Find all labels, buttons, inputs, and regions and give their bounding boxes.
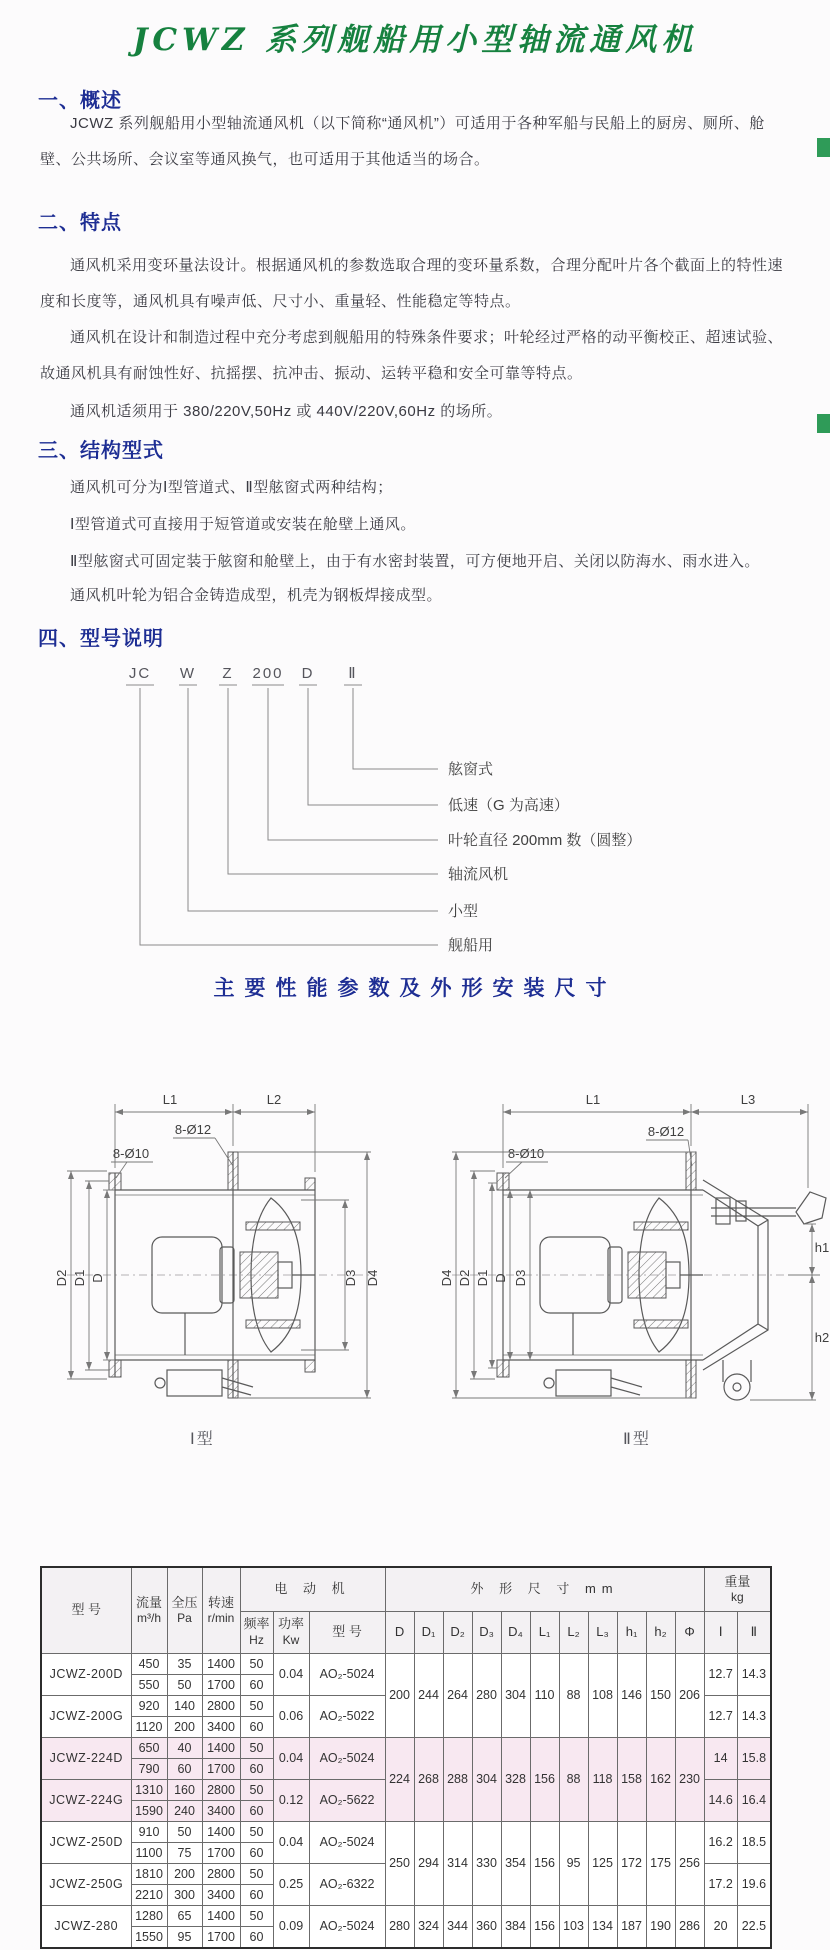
table-cell: 50 <box>240 1779 273 1800</box>
dim-label-d3: D3 <box>343 1269 358 1287</box>
table-cell: 190 <box>646 1905 675 1948</box>
structure-paragraph-1: 通风机可分为Ⅰ型管道式、Ⅱ型舷窗式两种结构； <box>70 479 393 496</box>
table-cell: 1700 <box>202 1926 240 1948</box>
table-cell: 1400 <box>202 1905 240 1926</box>
table-cell: 50 <box>240 1737 273 1758</box>
table-cell: 304 <box>501 1653 530 1737</box>
table-cell: JCWZ-250D <box>41 1821 131 1863</box>
dimension-lines <box>439 1092 829 1400</box>
dim-label-l2: L2 <box>266 1092 282 1107</box>
table-cell: 286 <box>675 1905 704 1948</box>
table-cell: 2800 <box>202 1863 240 1884</box>
table-cell: 108 <box>588 1653 617 1737</box>
col-header-dim: L₂ <box>559 1611 588 1653</box>
code-w: W <box>179 665 197 682</box>
dim-label-holes-mid: 8-Ø12 <box>647 1124 685 1139</box>
table-cell: 0.04 <box>273 1737 309 1779</box>
header-unit: Pa <box>177 1610 192 1625</box>
table-cell: JCWZ-224D <box>41 1737 131 1779</box>
section-heading-overview: 一、概述 <box>38 90 122 112</box>
header-unit: Kw <box>282 1632 300 1647</box>
table-cell: 118 <box>588 1737 617 1821</box>
table-cell: 1700 <box>202 1758 240 1779</box>
col-group-weight <box>704 1567 771 1611</box>
page-title: JCWZ 系列舰船用小型轴流通风机 <box>132 22 698 58</box>
table-cell: 22.5 <box>737 1905 771 1948</box>
table-cell: 110 <box>530 1653 559 1737</box>
header-unit: kg <box>731 1589 744 1604</box>
dim-label-d: D <box>90 1273 105 1283</box>
table-cell: 0.25 <box>273 1863 309 1905</box>
table-cell: 450 <box>131 1653 167 1674</box>
dim-label-holes-left: 8-Ø10 <box>112 1146 150 1161</box>
table-cell: 60 <box>167 1758 202 1779</box>
table-cell: 60 <box>240 1674 273 1695</box>
table-cell: 1310 <box>131 1779 167 1800</box>
table-cell: 1700 <box>202 1842 240 1863</box>
table-cell: 12.7 <box>704 1695 737 1737</box>
table-cell: 2210 <box>131 1884 167 1905</box>
table-cell: 1810 <box>131 1863 167 1884</box>
label-window-type: 舷窗式 <box>448 761 494 778</box>
motor <box>152 1237 234 1355</box>
dim-label-d2: D2 <box>457 1269 472 1287</box>
dim-label-d: D <box>493 1273 508 1283</box>
table-cell: 134 <box>588 1905 617 1948</box>
overview-paragraph: JCWZ 系列舰船用小型轴流通风机（以下简称“通风机”）可适用于各种军船与民船上的厨房、厕所、舱壁、公共场所、会议室等通风换气，也可适用于其他适当的场合。 <box>40 115 765 168</box>
col-group-dimensions: 外 形 尺 寸 mm <box>385 1567 704 1611</box>
col-header-dim: D₂ <box>443 1611 472 1653</box>
code-200: 200 <box>252 665 284 682</box>
table-cell: 1400 <box>202 1821 240 1842</box>
table-cell: 160 <box>167 1779 202 1800</box>
clamp-handle <box>711 1192 826 1224</box>
table-cell: 314 <box>443 1821 472 1905</box>
table-cell: 150 <box>646 1653 675 1737</box>
table-cell: 1120 <box>131 1716 167 1737</box>
label-marine-use: 舰船用 <box>448 937 494 954</box>
dim-label-d2: D2 <box>54 1269 69 1287</box>
dim-label-l3: L3 <box>740 1092 756 1107</box>
code-ii: Ⅱ <box>348 665 358 682</box>
header-text: 全压 <box>171 1594 198 1610</box>
table-cell: 244 <box>414 1653 443 1737</box>
spec-table <box>40 1566 772 1949</box>
table-cell: 1700 <box>202 1674 240 1695</box>
col-header-weight-1: Ⅰ <box>704 1611 737 1653</box>
table-cell: 50 <box>240 1821 273 1842</box>
table-cell: 288 <box>443 1737 472 1821</box>
table-cell: 264 <box>443 1653 472 1737</box>
table-cell: 50 <box>167 1674 202 1695</box>
table-cell: JCWZ-224G <box>41 1779 131 1821</box>
table-cell: AO₂-5024 <box>309 1653 385 1695</box>
table-cell: AO₂-5024 <box>309 1737 385 1779</box>
table-cell: 344 <box>443 1905 472 1948</box>
table-cell: 88 <box>559 1737 588 1821</box>
table-cell: 3400 <box>202 1800 240 1821</box>
header-text: 型 号 <box>71 1602 102 1618</box>
table-cell: 0.09 <box>273 1905 309 1948</box>
spec-table-body <box>41 1653 771 1948</box>
table-cell: 12.7 <box>704 1653 737 1695</box>
features-paragraph-3: 通风机适须用于 380/220V,50Hz 或 440V/220V,60Hz 的场所。 <box>70 403 503 420</box>
dim-label-h2: h2 <box>814 1330 830 1345</box>
dim-label-d1: D1 <box>475 1269 490 1287</box>
table-cell: 156 <box>530 1905 559 1948</box>
table-cell: 60 <box>240 1716 273 1737</box>
table-cell: 162 <box>646 1737 675 1821</box>
table-cell: 14 <box>704 1737 737 1779</box>
table-cell: 200 <box>385 1653 414 1737</box>
section-heading-features: 二、特点 <box>38 212 122 234</box>
code-jc: JC <box>128 665 152 682</box>
table-cell: 0.06 <box>273 1695 309 1737</box>
model-code-letters <box>126 665 362 685</box>
dimension-lines <box>54 1092 380 1398</box>
table-cell: 17.2 <box>704 1863 737 1905</box>
table-cell: 156 <box>530 1821 559 1905</box>
table-cell: 18.5 <box>737 1821 771 1863</box>
roller <box>723 1360 751 1400</box>
label-impeller-dia: 叶轮直径 200mm 数（圆整） <box>448 832 642 849</box>
table-cell: 300 <box>167 1884 202 1905</box>
code-z: Z <box>222 665 234 682</box>
fan-drawing-type1 <box>15 1040 415 1450</box>
table-cell: 354 <box>501 1821 530 1905</box>
table-cell: 0.04 <box>273 1653 309 1695</box>
table-cell: 14.3 <box>737 1695 771 1737</box>
drawing-caption-type1: Ⅰ型 <box>190 1431 215 1448</box>
col-header-dim: D₃ <box>472 1611 501 1653</box>
table-cell: 35 <box>167 1653 202 1674</box>
model-code-leader-lines <box>140 688 438 945</box>
table-cell: 50 <box>240 1695 273 1716</box>
dim-label-holes-mid: 8-Ø12 <box>174 1122 212 1137</box>
impeller <box>240 1198 315 1352</box>
col-group-motor: 电 动 机 <box>240 1567 385 1611</box>
table-cell: 330 <box>472 1821 501 1905</box>
table-cell: 250 <box>385 1821 414 1905</box>
table-cell: 304 <box>472 1737 501 1821</box>
table-row <box>41 1821 771 1842</box>
table-cell: 60 <box>240 1926 273 1948</box>
code-d: D <box>301 665 315 682</box>
section-heading-model-code: 四、型号说明 <box>38 628 164 650</box>
table-cell: 20 <box>704 1905 737 1948</box>
scan-mark <box>817 414 830 433</box>
structure-paragraph-4: 通风机叶轮为铝合金铸造成型，机壳为钢板焊接成型。 <box>70 587 443 604</box>
dim-label-d3: D3 <box>513 1269 528 1287</box>
table-cell: 103 <box>559 1905 588 1948</box>
table-cell: 256 <box>675 1821 704 1905</box>
dim-label-h1: h1 <box>814 1240 830 1255</box>
label-axial-fan: 轴流风机 <box>448 866 509 883</box>
table-cell: 1400 <box>202 1737 240 1758</box>
table-cell: 1550 <box>131 1926 167 1948</box>
terminal-box <box>544 1370 642 1396</box>
dim-label-d4: D4 <box>365 1269 380 1287</box>
table-row <box>41 1905 771 1926</box>
table-cell: 50 <box>240 1905 273 1926</box>
table-cell: 40 <box>167 1737 202 1758</box>
table-cell: 146 <box>617 1653 646 1737</box>
table-cell: 16.2 <box>704 1821 737 1863</box>
table-cell: 324 <box>414 1905 443 1948</box>
table-cell: 16.4 <box>737 1779 771 1821</box>
table-row <box>41 1737 771 1758</box>
impeller <box>628 1198 703 1352</box>
table-cell: 224 <box>385 1737 414 1821</box>
table-cell: 140 <box>167 1695 202 1716</box>
table-cell: 60 <box>240 1884 273 1905</box>
table-cell: 50 <box>167 1821 202 1842</box>
table-cell: 328 <box>501 1737 530 1821</box>
col-header-pressure <box>167 1567 202 1653</box>
table-cell: 187 <box>617 1905 646 1948</box>
dim-label-holes-left: 8-Ø10 <box>507 1146 545 1161</box>
table-cell: 384 <box>501 1905 530 1948</box>
col-header-power <box>273 1611 309 1653</box>
structure-paragraph-2: Ⅰ型管道式可直接用于短管道或安装在舱壁上通风。 <box>70 516 416 533</box>
table-cell: JCWZ-200D <box>41 1653 131 1695</box>
table-cell: 1400 <box>202 1653 240 1674</box>
table-cell: 200 <box>167 1863 202 1884</box>
col-header-dim: D₁ <box>414 1611 443 1653</box>
table-cell: 15.8 <box>737 1737 771 1779</box>
col-header-model <box>41 1567 131 1653</box>
drawing-caption-type2: Ⅱ型 <box>623 1431 651 1448</box>
table-cell: 3400 <box>202 1884 240 1905</box>
table-cell: AO₂-5022 <box>309 1695 385 1737</box>
header-text: 功率 <box>277 1616 304 1632</box>
table-cell: 790 <box>131 1758 167 1779</box>
col-header-flow <box>131 1567 167 1653</box>
table-cell: 0.12 <box>273 1779 309 1821</box>
model-code-diagram <box>0 652 830 972</box>
table-cell: 240 <box>167 1800 202 1821</box>
table-cell: JCWZ-280 <box>41 1905 131 1948</box>
table-cell: 60 <box>240 1758 273 1779</box>
table-cell: AO₂-5622 <box>309 1779 385 1821</box>
section-heading-structure: 三、结构型式 <box>38 440 164 462</box>
table-cell: 95 <box>559 1821 588 1905</box>
header-unit: Hz <box>249 1632 264 1647</box>
header-unit: r/min <box>207 1610 235 1625</box>
motor <box>540 1237 622 1355</box>
table-cell: 206 <box>675 1653 704 1737</box>
scan-mark <box>817 138 830 157</box>
label-small-size: 小型 <box>448 903 479 920</box>
col-header-dim: h₂ <box>646 1611 675 1653</box>
table-cell: 50 <box>240 1653 273 1674</box>
table-cell: 172 <box>617 1821 646 1905</box>
model-code-labels <box>448 760 641 954</box>
table-cell: AO₂-6322 <box>309 1863 385 1905</box>
table-cell: 3400 <box>202 1716 240 1737</box>
header-text: 重量 <box>724 1573 751 1589</box>
table-cell: 280 <box>472 1653 501 1737</box>
table-cell: 50 <box>240 1863 273 1884</box>
spec-table-header <box>41 1567 771 1653</box>
label-low-speed: 低速（G 为高速） <box>448 797 569 814</box>
table-cell: 360 <box>472 1905 501 1948</box>
col-header-dim: L₁ <box>530 1611 559 1653</box>
table-cell: 1280 <box>131 1905 167 1926</box>
table-cell: 60 <box>240 1842 273 1863</box>
table-cell: 230 <box>675 1737 704 1821</box>
col-header-motor-model: 型 号 <box>309 1611 385 1653</box>
table-cell: 75 <box>167 1842 202 1863</box>
col-header-dim: D₄ <box>501 1611 530 1653</box>
table-cell: 910 <box>131 1821 167 1842</box>
col-header-speed <box>202 1567 240 1653</box>
col-header-dim: D <box>385 1611 414 1653</box>
performance-heading: 主要性能参数及外形安装尺寸 <box>213 977 617 1000</box>
header-text: 转速 <box>207 1594 234 1610</box>
table-cell: 268 <box>414 1737 443 1821</box>
table-cell: AO₂-5024 <box>309 1905 385 1948</box>
table-cell: 95 <box>167 1926 202 1948</box>
header-text: 频率 <box>243 1616 270 1632</box>
table-cell: 200 <box>167 1716 202 1737</box>
dim-label-d4: D4 <box>439 1269 454 1287</box>
table-cell: AO₂-5024 <box>309 1821 385 1863</box>
table-cell: 1100 <box>131 1842 167 1863</box>
table-cell: JCWZ-200G <box>41 1695 131 1737</box>
table-cell: 175 <box>646 1821 675 1905</box>
col-header-dim: Φ <box>675 1611 704 1653</box>
col-header-weight-2: Ⅱ <box>737 1611 771 1653</box>
dim-label-l1: L1 <box>585 1092 601 1107</box>
table-cell: 280 <box>385 1905 414 1948</box>
dim-label-d1: D1 <box>72 1269 87 1287</box>
col-header-freq <box>240 1611 273 1653</box>
structure-paragraph-3: Ⅱ型舷窗式可固定装于舷窗和舱壁上，由于有水密封装置，可方便地开启、关闭以防海水、雨水进入。 <box>70 553 760 570</box>
fan-drawing-type2 <box>418 1040 830 1450</box>
header-unit: m³/h <box>137 1610 161 1625</box>
col-header-dim: h₁ <box>617 1611 646 1653</box>
table-cell: 920 <box>131 1695 167 1716</box>
table-cell: 550 <box>131 1674 167 1695</box>
table-cell: 650 <box>131 1737 167 1758</box>
table-cell: 60 <box>240 1800 273 1821</box>
features-paragraph-2: 通风机在设计和制造过程中充分考虑到舰船用的特殊条件要求；叶轮经过严格的动平衡校正、超速试验、故通风机具有耐蚀性好、抗摇摆、抗冲击、振动、运转平稳和安全可靠等特点。 <box>40 329 784 382</box>
dim-label-l1: L1 <box>162 1092 178 1107</box>
table-cell: 2800 <box>202 1779 240 1800</box>
table-cell: 14.6 <box>704 1779 737 1821</box>
table-cell: 88 <box>559 1653 588 1737</box>
table-cell: 156 <box>530 1737 559 1821</box>
table-cell: 19.6 <box>737 1863 771 1905</box>
col-header-dim: L₃ <box>588 1611 617 1653</box>
table-cell: 65 <box>167 1905 202 1926</box>
table-cell: 0.04 <box>273 1821 309 1863</box>
table-cell: 1590 <box>131 1800 167 1821</box>
header-text: 流量 <box>135 1594 162 1610</box>
table-cell: 125 <box>588 1821 617 1905</box>
table-cell: JCWZ-250G <box>41 1863 131 1905</box>
table-cell: 2800 <box>202 1695 240 1716</box>
table-cell: 14.3 <box>737 1653 771 1695</box>
table-row <box>41 1653 771 1674</box>
table-cell: 294 <box>414 1821 443 1905</box>
table-cell: 158 <box>617 1737 646 1821</box>
features-paragraph-1: 通风机采用变环量法设计。根据通风机的参数选取合理的变环量系数，合理分配叶片各个截面上的特性速度和长度等，通风机具有噪声低、尺寸小、重量轻、性能稳定等特点。 <box>40 257 784 310</box>
